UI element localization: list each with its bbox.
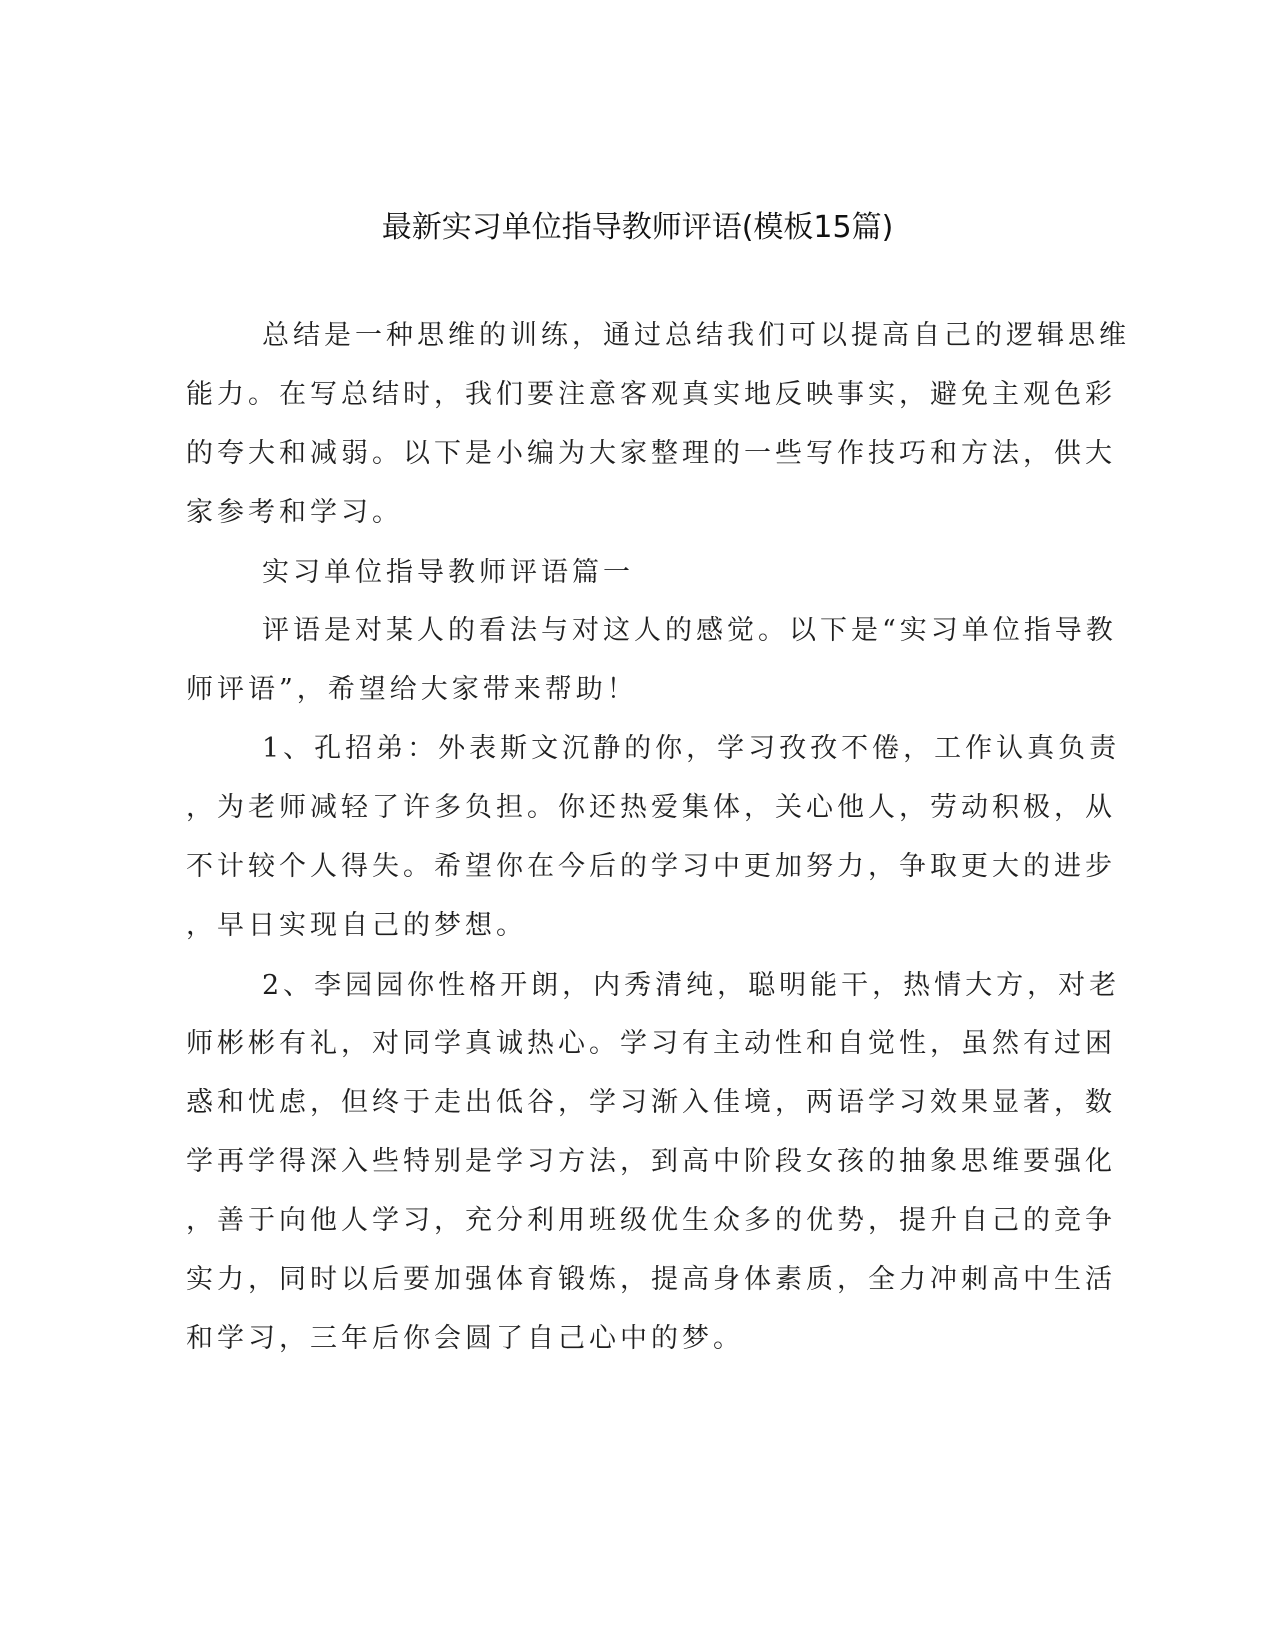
paragraph-line: 评语是对某人的看法与对这人的感觉。以下是“实习单位指导教 [262,615,1117,646]
paragraph-line: 总结是一种思维的训练，通过总结我们可以提高自己的逻辑思维 [262,320,1130,351]
section-heading: 实习单位指导教师评语篇一 [262,557,634,588]
paragraph-line: 的夸大和减弱。以下是小编为大家整理的一些写作技巧和方法，供大 [186,438,1116,469]
paragraph-line: 能力。在写总结时，我们要注意客观真实地反映事实，避免主观色彩 [186,379,1116,410]
paragraph-line: ，善于向他人学习，充分利用班级优生众多的优势，提升自己的竞争 [186,1205,1116,1236]
paragraph-line: ，早日实现自己的梦想。 [186,910,527,941]
paragraph-line: 和学习，三年后你会圆了自己心中的梦。 [186,1323,744,1354]
paragraph-line: 师评语”，希望给大家带来帮助！ [186,674,638,705]
paragraph-line: 惑和忧虑，但终于走出低谷，学习渐入佳境，两语学习效果显著，数 [186,1087,1116,1118]
paragraph-line: 师彬彬有礼，对同学真诚热心。学习有主动性和自觉性，虽然有过困 [186,1028,1116,1059]
paragraph-line: 1、孔招弟：外表斯文沉静的你，学习孜孜不倦，工作认真负责 [262,733,1121,764]
paragraph-line: 实力，同时以后要加强体育锻炼，提高身体素质，全力冲刺高中生活 [186,1264,1116,1295]
paragraph-line: 家参考和学习。 [186,497,403,528]
document-title: 最新实习单位指导教师评语(模板15篇) [381,210,894,245]
paragraph-line: 不计较个人得失。希望你在今后的学习中更加努力，争取更大的进步 [186,851,1116,882]
paragraph-line: ，为老师减轻了许多负担。你还热爱集体，关心他人，劳动积极，从 [186,792,1116,823]
paragraph-line: 学再学得深入些特别是学习方法，到高中阶段女孩的抽象思维要强化 [186,1146,1116,1177]
paragraph-line: 2、李园园你性格开朗，内秀清纯，聪明能干，热情大方，对老 [262,970,1121,1001]
